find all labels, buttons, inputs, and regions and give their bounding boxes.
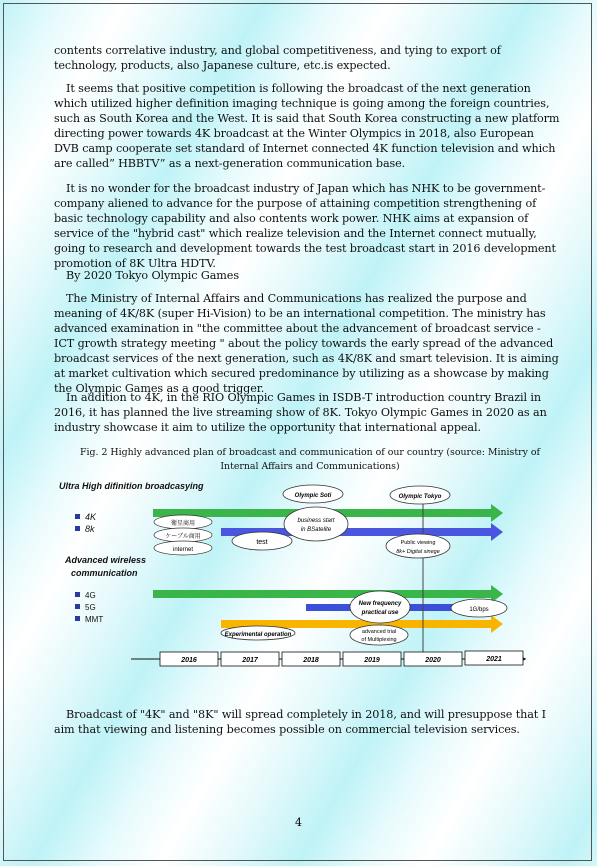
label-internet: internet: [172, 547, 194, 553]
page-number: 4: [295, 816, 302, 829]
legend-square-4g: [75, 592, 80, 597]
paragraph-5: In addition to 4K, in the RIO Olympic Games in ISDB-T introduction country Brazil in 2016, it has planned the live streaming show of 8K. Tokyo Olympic Games in 2020 as an industry showcase it aim to utilize the opportunity that international appeal.: [54, 391, 547, 434]
roadmap-figure: [55, 478, 550, 670]
legend-square-5g: [75, 604, 80, 609]
section-title-wireless-1: Advanced wireless: [65, 555, 147, 565]
label-new-frequency-1: New frequency: [358, 601, 402, 607]
legend-8k: 8k: [85, 524, 95, 534]
year-2019: 2019: [364, 657, 380, 664]
section-title-uhd: Ultra High difinition broadcasying: [59, 481, 204, 491]
label-advanced-trial-2: of Multiplexing: [361, 637, 397, 643]
legend-mmt: MMT: [85, 615, 104, 624]
label-public-viewing-1: Public viewing: [400, 540, 436, 546]
label-new-frequency-2: practical use: [361, 610, 399, 616]
year-2017: 2017: [242, 657, 258, 664]
label-business-start-1: business start: [297, 518, 335, 524]
paragraph-6: Broadcast of "4K" and "8K" will spread completely in 2018, and will presuppose that I aim that viewing and listening becomes possible on commercial television services.: [54, 708, 546, 736]
bubble-new-frequency: [350, 591, 410, 623]
legend-4k: 4K: [85, 512, 97, 522]
year-2016: 2016: [181, 657, 197, 664]
paragraph-2: It seems that positive competition is following the broadcast of the next generation which utilized higher definition imaging technique is going among the foreign countries, such as South Korea and the West. It is said that South Korea constructing a new platform directing power towards 4K broadcast at the Winter Olympics in 2018, also European DVB camp cooperate set standard of Internet connected 4K function television and which are called” HBBTV” as a next-generation communication base.: [54, 82, 560, 170]
legend-square-8k: [75, 526, 80, 531]
legend-5g: 5G: [85, 603, 96, 612]
label-business-start-2: in BSatelite: [300, 527, 332, 533]
label-experimental-operation: Experimental operation: [224, 632, 292, 638]
year-2020: 2020: [425, 657, 441, 664]
section-title-wireless-2: communication: [71, 568, 138, 578]
arrowhead-8k: [491, 523, 503, 541]
section-heading: By 2020 Tokyo Olympic Games: [66, 269, 239, 282]
label-olympic-sochi: Olympic Soti: [294, 493, 332, 499]
label-olympic-tokyo: Olympic Tokyo: [398, 494, 442, 500]
label-advanced-trial-1: advanced trial: [361, 629, 397, 635]
label-1gbps: 1G/bps: [469, 607, 489, 613]
paragraph-4: The Ministry of Internal Affairs and Communications has realized the purpose and meaning of 4K/8K (super Hi-Vision) to be an international competition. The ministry has advanced examination in "the committee about the advancement of broadcast service -ICT growth strategy meeting " about the policy towards the early spread of the advanced broadcast services of the next generation, such as 4K/8K and smart television. It is aiming at market cultivation which secured predominance by utilizing as a showcase by making the Olympic Games as a good trigger.: [54, 292, 559, 395]
label-cable-commercial: ケーブル商用: [165, 534, 201, 540]
paragraph-1: contents correlative industry, and global competitiveness, and tying to export of technology, products, also Japanese culture, etc.is expected.: [54, 44, 501, 72]
legend-4g: 4G: [85, 591, 96, 600]
label-satellite-commercial: 衛星商用: [170, 521, 196, 527]
label-test: test: [256, 539, 268, 546]
bubble-business-start: [284, 507, 348, 541]
figure-caption: Fig. 2 Highly advanced plan of broadcast and communication of our country (source: Ministry of Internal Affairs and Communications): [79, 447, 541, 472]
year-2021: 2021: [486, 656, 502, 663]
legend-square-mmt: [75, 616, 80, 621]
arrowhead-4k: [491, 504, 503, 522]
paragraph-3: It is no wonder for the broadcast industry of Japan which has NHK to be government-company aliened to advance for the purpose of attaining competition strengthening of basic technology capability and also contents work power. NHK aims at expansion of service of the "hybrid cast" which realize television and the Internet connect mutually, going to research and development towards the test broadcast start in 2016 development promotion of 8K Ultra HDTV.: [54, 182, 556, 270]
legend-square-4k: [75, 514, 80, 519]
arrowhead-mmt: [491, 615, 503, 633]
bar-4g: [153, 590, 491, 598]
roadmap-diagram: [55, 478, 550, 670]
year-2018: 2018: [303, 657, 319, 664]
label-public-viewing-2: 8k+ Digital sinege: [396, 549, 440, 555]
